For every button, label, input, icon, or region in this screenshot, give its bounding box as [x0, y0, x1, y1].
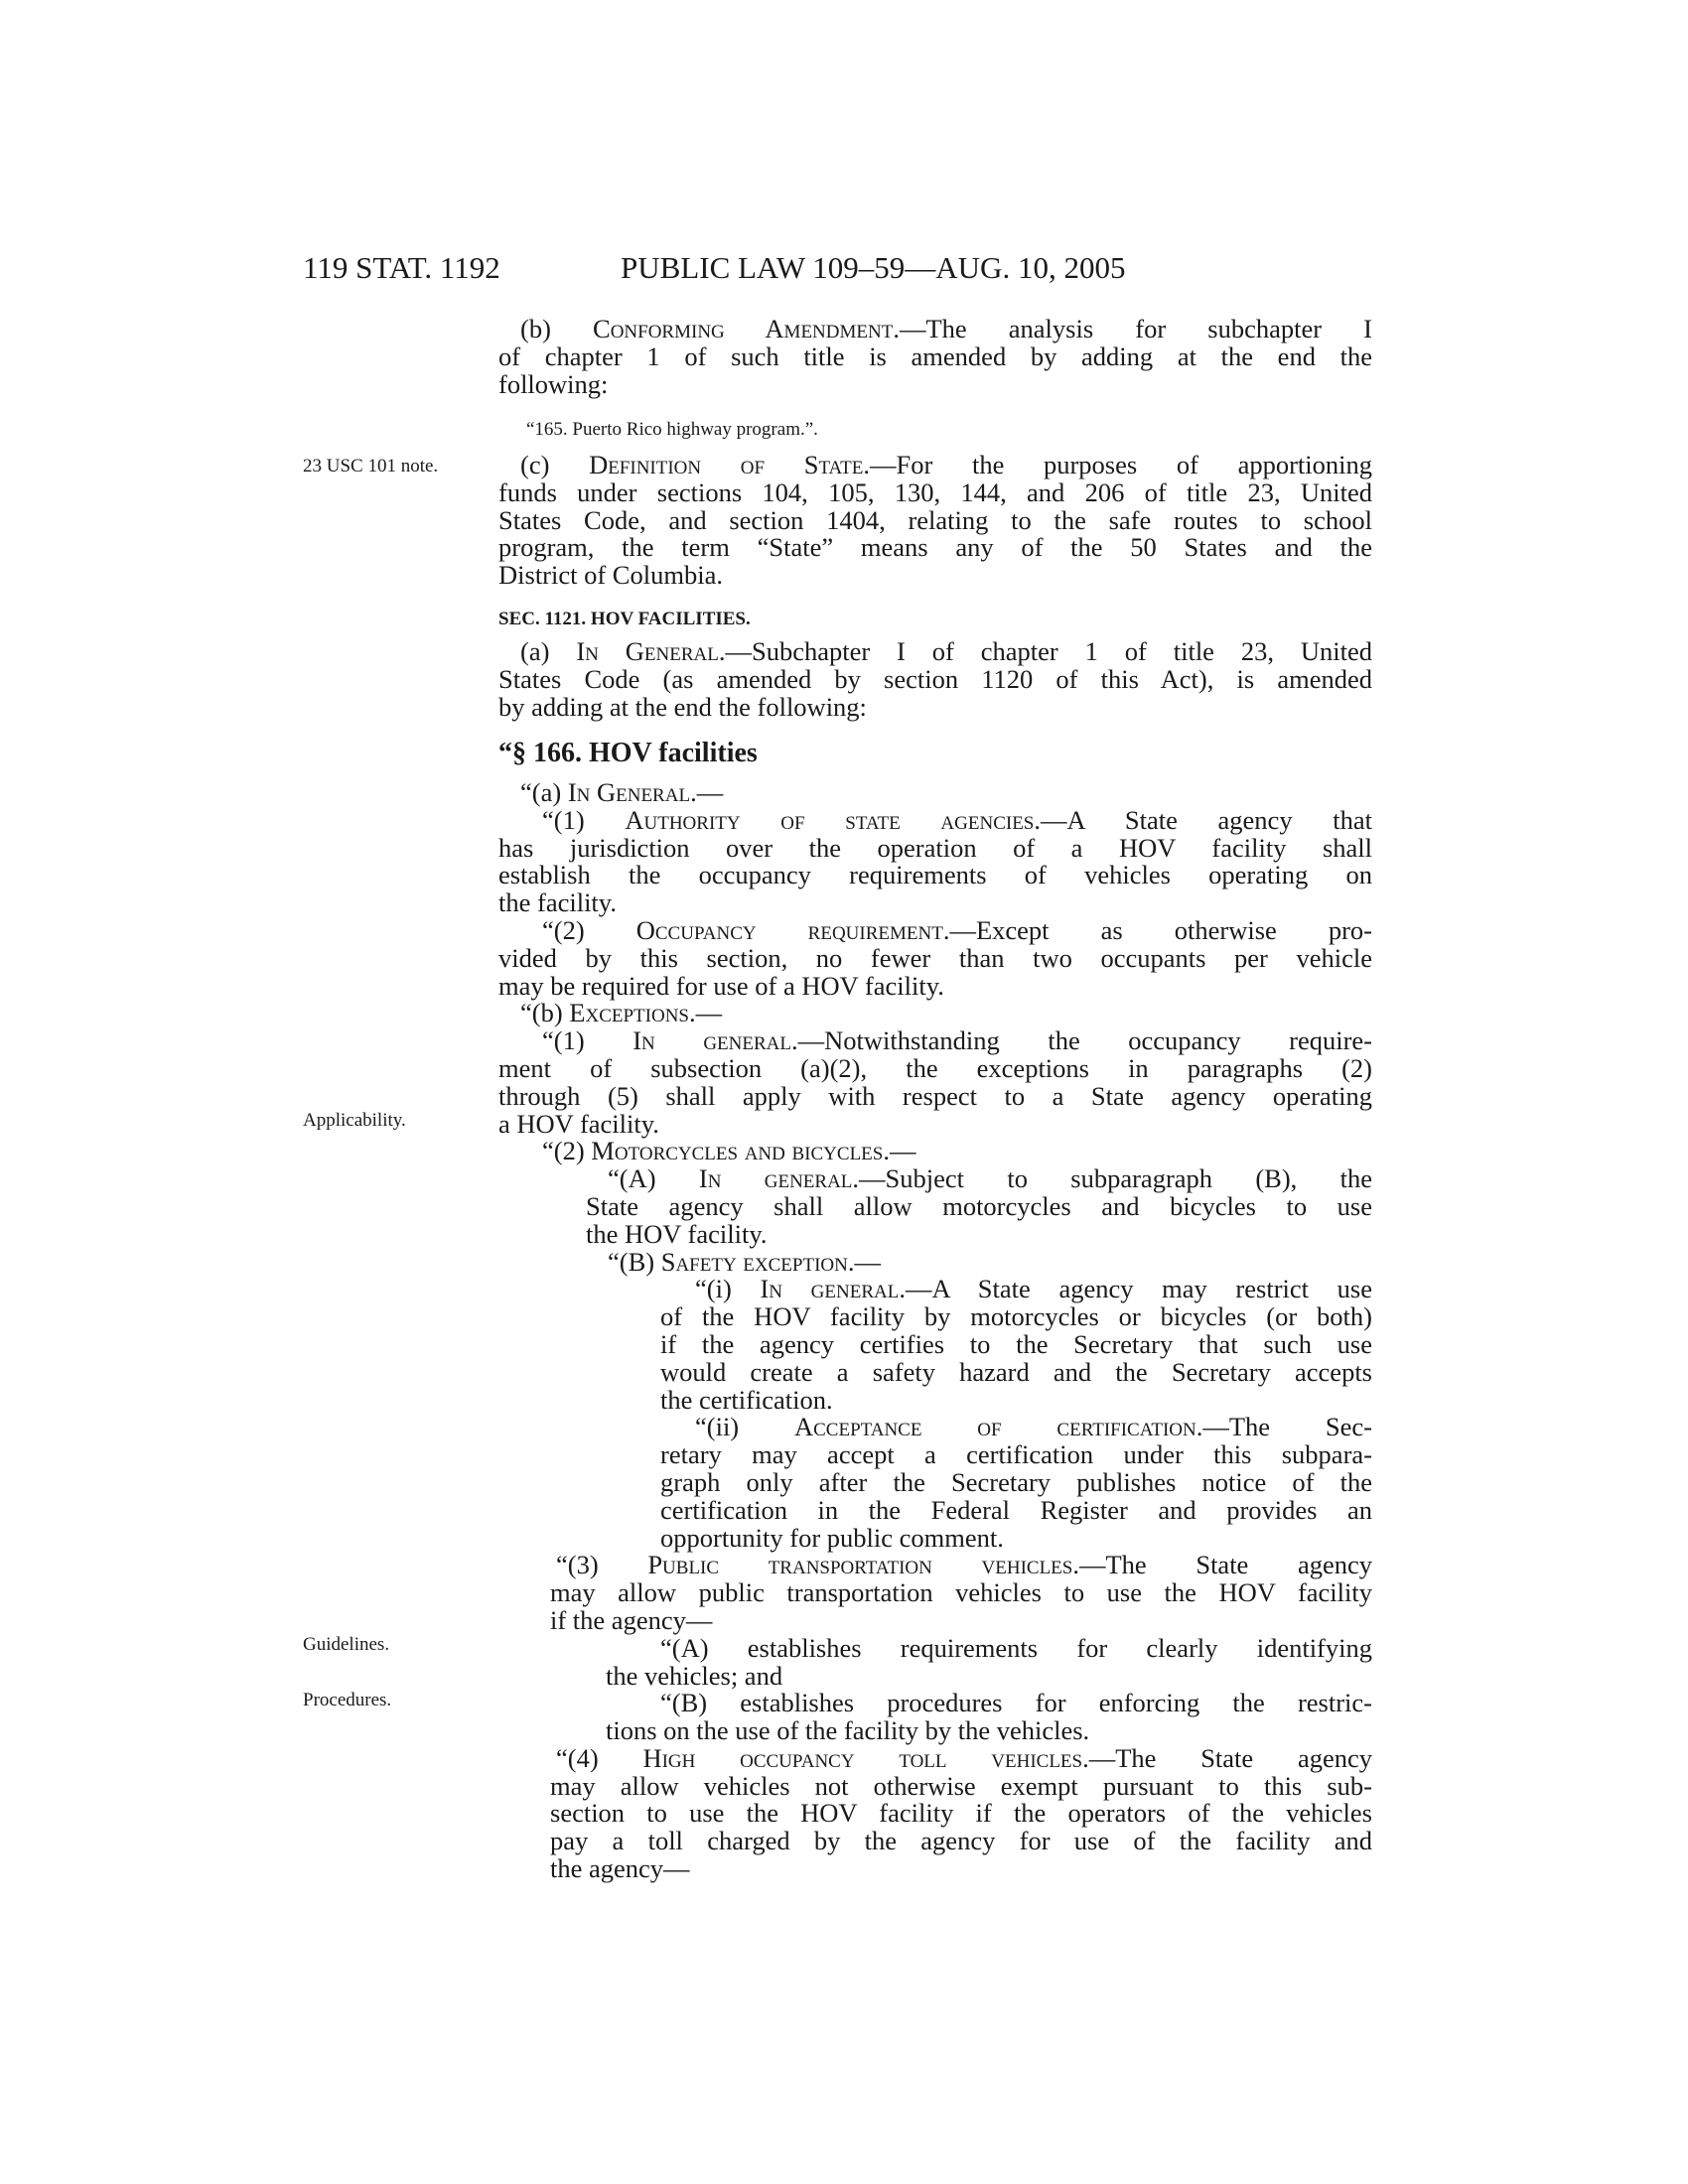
clause-b2bii-acceptance: “(ii) Acceptance of certification.—The Sec- — [695, 1412, 1372, 1442]
margin-note-guidelines: Guidelines. — [303, 1634, 390, 1655]
paragraph-c-definition-of-state: (c) Definition of State.—For the purposes of apportioning funds under sections 104, 105, 130, 144, and 206 of title 23, United States Code, and section 1404, relating to the safe routes to school program, the term “State” means any of the 50 States and the District of Columbia. — [498, 450, 1372, 591]
subparagraph-b2a-in-general: “(A) In general.—Subject to subparagraph (B), the — [608, 1163, 1372, 1194]
paragraph-b2-motorcycles: “(2) Motorcycles and bicycles.— — [542, 1136, 916, 1166]
public-law-title: PUBLIC LAW 109–59—AUG. 10, 2005 — [621, 250, 1126, 285]
paragraph-b-conforming-amendment: (b) Conforming Amendment.—The analysis for subchapter I of chapter 1 of such title is amended by adding at the end the following: — [498, 314, 1372, 399]
section-166-body: “(a) In General.— “(1) Authority of state agencies.—A State agency that has jurisdiction over the operation of a HOV facility shall establish the occupancy requirements of vehicles operating on the facility. “(2) Occupancy requirement.—Except as otherwise pro- vided by this section, no fewer than two occupants per vehicle may be required for use of a HOV facility. “(b) Exceptions.— “(1) In general.—Notwithstanding the occupancy require- ment of subsection (a)(2), the exceptions in paragraphs (2) through (5) shall apply with respect to a State agency operating a HOV facility. “(2) Motorcycles and bicycles.— “(A) In general.—Subject to subparagraph (B), the State agency shall allow motorcycles and bicycles to use the HOV facility. “(B) Safety exception.— “(i) In general.—A State agency may restrict use of the HOV facility by motorcycles or bicycles (or both) if the agency certifies to the Secretary that such use would create a safety hazard and the Secretary accepts the certification. “(ii) Acceptance of certification.—The Sec- retary may accept a certification under this subpara- graph only after the Secretary publishes notice of the certification in the Federal Register and provides an opportunity for public comment. “(3) Public transportation vehicles.—The State agency may allow public transportation vehicles to use the HOV facility if the agency— “(A) establishes requirements for clearly identifying the vehicles; and “(B) establishes procedures for enforcing the restric- tions on the use of the facility by the vehicles. “(4) High occupancy toll vehicles.—The State agency may allow vehicles not otherwise exempt pursuant to this sub- section to use the HOV facility if the operators of the vehicles pay a toll charged by the agency for use of the facility and the agency— — [498, 777, 1373, 1884]
paragraph-a1-authority: “(1) Authority of state agencies.—A State agency that — [542, 804, 1372, 835]
paragraph-a2-occupancy: “(2) Occupancy requirement.—Except as otherwise pro- — [542, 914, 1372, 945]
item-165-puerto-rico: “165. Puerto Rico highway program.”. — [526, 419, 818, 440]
paragraph-a-in-general-intro: (a) In General.—Subchapter I of chapter 1 of title 23, United States Code (as amended by section 1120 of this Act), is amended by adding at the end the following: — [498, 636, 1372, 722]
stat-page-number: 119 STAT. 1192 — [303, 250, 500, 285]
subparagraph-b3a-requirements: “(A) establishes requirements for clearly identifying — [660, 1632, 1372, 1663]
subparagraph-b3b-procedures: “(B) establishes procedures for enforcing the restric- — [660, 1688, 1372, 1718]
section-166-heading: “§ 166. HOV facilities — [498, 738, 758, 768]
clause-b2bi-in-general: “(i) In general.—A State agency may restrict use — [695, 1274, 1373, 1304]
margin-note-applicability: Applicability. — [303, 1110, 406, 1131]
running-header — [303, 248, 1370, 288]
section-1121-heading: SEC. 1121. HOV FACILITIES. — [498, 609, 751, 629]
margin-note-23-usc-101: 23 USC 101 note. — [303, 456, 439, 477]
subparagraph-b2b-safety: “(B) Safety exception.— — [608, 1246, 881, 1277]
subsection-a-heading: “(a) In General.— — [520, 777, 724, 807]
subsection-b-exceptions: “(b) Exceptions.— — [520, 998, 723, 1028]
paragraph-b3-public-transportation: “(3) Public transportation vehicles.—The State agency — [556, 1550, 1372, 1580]
paragraph-b4-hot-vehicles: “(4) High occupancy toll vehicles.—The State agency — [556, 1742, 1372, 1773]
margin-note-procedures: Procedures. — [303, 1690, 392, 1710]
paragraph-b1-in-general: “(1) In general.—Notwithstanding the occupancy require- — [542, 1025, 1372, 1056]
